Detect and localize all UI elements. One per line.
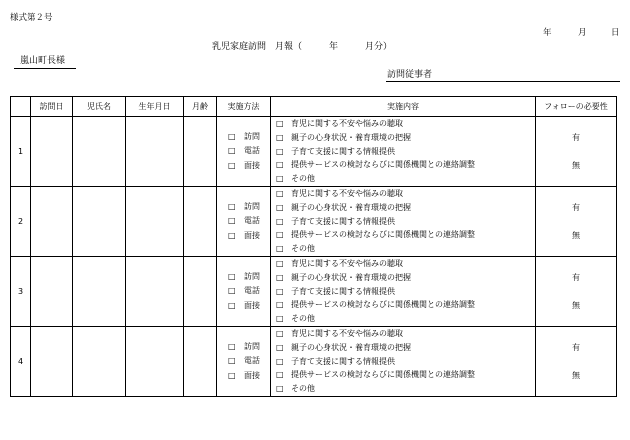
- checkbox-icon[interactable]: □: [228, 216, 236, 226]
- child-name-cell[interactable]: [73, 117, 126, 187]
- content-option[interactable]: [271, 187, 535, 201]
- checkbox-icon[interactable]: □: [276, 230, 284, 240]
- visitor-label: 訪問従事者: [387, 70, 433, 80]
- content-label: 子育て支援に関する情報提供: [291, 216, 395, 226]
- follow-up-cell: [536, 187, 617, 257]
- checkbox-icon[interactable]: □: [276, 286, 284, 296]
- checkbox-icon[interactable]: □: [276, 329, 284, 338]
- method-cell: [217, 257, 271, 327]
- method-option[interactable]: [217, 144, 270, 159]
- content-option[interactable]: [271, 257, 535, 271]
- checkbox-icon[interactable]: □: [276, 216, 284, 226]
- method-label: 面接: [244, 160, 260, 170]
- method-option[interactable]: [217, 214, 270, 229]
- content-option[interactable]: [271, 228, 535, 242]
- follow-up-option[interactable]: 有: [572, 132, 580, 142]
- content-option[interactable]: [271, 312, 535, 326]
- follow-up-option[interactable]: 無: [572, 370, 580, 380]
- content-option[interactable]: [271, 327, 535, 341]
- content-option[interactable]: [271, 298, 535, 312]
- col-child-name: 児氏名: [73, 97, 126, 117]
- checkbox-icon[interactable]: □: [276, 189, 284, 198]
- content-option[interactable]: [271, 285, 535, 299]
- content-option[interactable]: [271, 131, 535, 145]
- content-cell: [271, 187, 536, 257]
- method-option[interactable]: [217, 284, 270, 299]
- table-row: [11, 257, 617, 327]
- row-number: 2: [11, 187, 31, 257]
- method-option[interactable]: [217, 354, 270, 369]
- checkbox-icon[interactable]: □: [276, 356, 284, 366]
- row-number: 3: [11, 257, 31, 327]
- follow-up-option[interactable]: 有: [572, 272, 580, 282]
- age-months-cell[interactable]: [184, 187, 217, 257]
- col-method: 実施方法: [217, 97, 271, 117]
- content-label: 育児に関する不安や悩みの聴取: [291, 329, 403, 338]
- visit-date-cell[interactable]: [31, 117, 73, 187]
- follow-up-cell: [536, 117, 617, 187]
- checkbox-icon[interactable]: □: [276, 259, 284, 268]
- content-label: 提供サービスの検討ならびに関係機関との連絡調整: [291, 230, 475, 240]
- checkbox-icon[interactable]: □: [276, 202, 284, 212]
- col-content: 実施内容: [271, 97, 536, 117]
- content-label: 提供サービスの検討ならびに関係機関との連絡調整: [291, 300, 475, 310]
- content-label: その他: [291, 244, 315, 254]
- age-months-cell[interactable]: [184, 327, 217, 397]
- content-option[interactable]: [271, 201, 535, 215]
- visit-date-cell[interactable]: [31, 187, 73, 257]
- content-label: 親子の心身状況・養育環境の把握: [291, 342, 411, 352]
- checkbox-icon[interactable]: □: [276, 370, 284, 380]
- table-row: [11, 327, 617, 397]
- content-label: その他: [291, 314, 315, 324]
- col-birth-date: 生年月日: [126, 97, 184, 117]
- content-option[interactable]: [271, 242, 535, 256]
- content-option[interactable]: [271, 355, 535, 369]
- content-option[interactable]: [271, 341, 535, 355]
- checkbox-icon[interactable]: □: [276, 244, 284, 254]
- method-option[interactable]: [217, 340, 270, 355]
- content-option[interactable]: [271, 215, 535, 229]
- method-option[interactable]: [217, 270, 270, 285]
- birth-date-cell[interactable]: [126, 187, 184, 257]
- method-label: 面接: [244, 300, 260, 310]
- content-label: 子育て支援に関する情報提供: [291, 146, 395, 156]
- content-label: 親子の心身状況・養育環境の把握: [291, 202, 411, 212]
- follow-up-cell: [536, 327, 617, 397]
- content-label: 親子の心身状況・養育環境の把握: [291, 132, 411, 142]
- method-label: 電話: [244, 286, 260, 296]
- addressee-underline: [14, 68, 76, 69]
- table-header-row: [11, 97, 617, 117]
- method-option[interactable]: [217, 159, 270, 174]
- addressee: 嵐山町長様: [20, 56, 66, 66]
- content-label: 親子の心身状況・養育環境の把握: [291, 272, 411, 282]
- checkbox-icon[interactable]: □: [276, 119, 284, 128]
- content-label: 子育て支援に関する情報提供: [291, 286, 395, 296]
- method-cell: [217, 327, 271, 397]
- age-months-cell[interactable]: [184, 117, 217, 187]
- checkbox-icon[interactable]: □: [228, 131, 236, 141]
- content-option[interactable]: [271, 117, 535, 131]
- checkbox-icon[interactable]: □: [276, 342, 284, 352]
- row-number: 1: [11, 117, 31, 187]
- report-title: 乳児家庭訪問 月報（ 年 月分）: [212, 42, 393, 52]
- form-number: 様式第２号: [10, 13, 53, 23]
- checkbox-icon[interactable]: □: [228, 271, 236, 281]
- checkbox-icon[interactable]: □: [228, 230, 236, 240]
- content-label: 提供サービスの検討ならびに関係機関との連絡調整: [291, 370, 475, 380]
- checkbox-icon[interactable]: □: [228, 370, 236, 380]
- content-option[interactable]: [271, 382, 535, 396]
- date-day-label: 日: [611, 28, 620, 38]
- table-row: [11, 117, 617, 187]
- checkbox-icon[interactable]: □: [228, 341, 236, 351]
- checkbox-icon[interactable]: □: [276, 146, 284, 156]
- content-cell: [271, 117, 536, 187]
- content-option[interactable]: [271, 145, 535, 159]
- visit-date-cell[interactable]: [31, 257, 73, 327]
- birth-date-cell[interactable]: [126, 327, 184, 397]
- checkbox-icon[interactable]: □: [276, 272, 284, 282]
- checkbox-icon[interactable]: □: [228, 201, 236, 211]
- follow-up-option[interactable]: 無: [572, 230, 580, 240]
- content-label: 子育て支援に関する情報提供: [291, 356, 395, 366]
- method-label: 訪問: [244, 131, 260, 141]
- content-option[interactable]: [271, 158, 535, 172]
- child-name-cell[interactable]: [73, 187, 126, 257]
- method-label: 電話: [244, 216, 260, 226]
- checkbox-icon[interactable]: □: [276, 384, 284, 394]
- birth-date-cell[interactable]: [126, 257, 184, 327]
- method-option[interactable]: [217, 200, 270, 215]
- checkbox-icon[interactable]: □: [228, 160, 236, 170]
- method-option[interactable]: [217, 130, 270, 145]
- content-label: 提供サービスの検討ならびに関係機関との連絡調整: [291, 160, 475, 170]
- content-option[interactable]: [271, 368, 535, 382]
- child-name-cell[interactable]: [73, 327, 126, 397]
- content-cell: [271, 257, 536, 327]
- content-cell: [271, 327, 536, 397]
- content-option[interactable]: [271, 172, 535, 186]
- table-row: [11, 187, 617, 257]
- method-cell: [217, 187, 271, 257]
- method-label: 面接: [244, 230, 260, 240]
- col-age-months: 月齢: [184, 97, 217, 117]
- child-name-cell[interactable]: [73, 257, 126, 327]
- age-months-cell[interactable]: [184, 257, 217, 327]
- checkbox-icon[interactable]: □: [228, 146, 236, 156]
- method-option[interactable]: [217, 299, 270, 314]
- follow-up-cell: [536, 257, 617, 327]
- content-label: 育児に関する不安や悩みの聴取: [291, 259, 403, 268]
- checkbox-icon[interactable]: □: [276, 132, 284, 142]
- birth-date-cell[interactable]: [126, 117, 184, 187]
- checkbox-icon[interactable]: □: [276, 314, 284, 324]
- method-label: 電話: [244, 356, 260, 366]
- method-label: 電話: [244, 146, 260, 156]
- checkbox-icon[interactable]: □: [276, 160, 284, 170]
- method-option[interactable]: [217, 229, 270, 244]
- content-option[interactable]: [271, 271, 535, 285]
- row-number: 4: [11, 327, 31, 397]
- checkbox-icon[interactable]: □: [276, 300, 284, 310]
- checkbox-icon[interactable]: □: [228, 356, 236, 366]
- method-label: 訪問: [244, 201, 260, 211]
- method-label: 訪問: [244, 341, 260, 351]
- checkbox-icon[interactable]: □: [228, 286, 236, 296]
- visit-date-cell[interactable]: [31, 327, 73, 397]
- date-month-label: 月: [578, 28, 587, 38]
- method-cell: [217, 117, 271, 187]
- col-number-header: [11, 97, 31, 117]
- follow-up-option[interactable]: 有: [572, 202, 580, 212]
- method-label: 訪問: [244, 271, 260, 281]
- follow-up-option[interactable]: 無: [572, 300, 580, 310]
- follow-up-option[interactable]: 無: [572, 160, 580, 170]
- method-option[interactable]: [217, 369, 270, 384]
- method-label: 面接: [244, 370, 260, 380]
- content-label: 育児に関する不安や悩みの聴取: [291, 189, 403, 198]
- col-visit-date: 訪問日: [31, 97, 73, 117]
- report-table: [10, 96, 617, 397]
- checkbox-icon[interactable]: □: [276, 174, 284, 184]
- content-label: その他: [291, 174, 315, 184]
- visitor-signature-line: [386, 81, 620, 82]
- follow-up-option[interactable]: 有: [572, 342, 580, 352]
- checkbox-icon[interactable]: □: [228, 300, 236, 310]
- content-label: その他: [291, 384, 315, 394]
- date-year-label: 年: [543, 28, 552, 38]
- col-follow-up: フォローの必要性: [536, 97, 617, 117]
- content-label: 育児に関する不安や悩みの聴取: [291, 119, 403, 128]
